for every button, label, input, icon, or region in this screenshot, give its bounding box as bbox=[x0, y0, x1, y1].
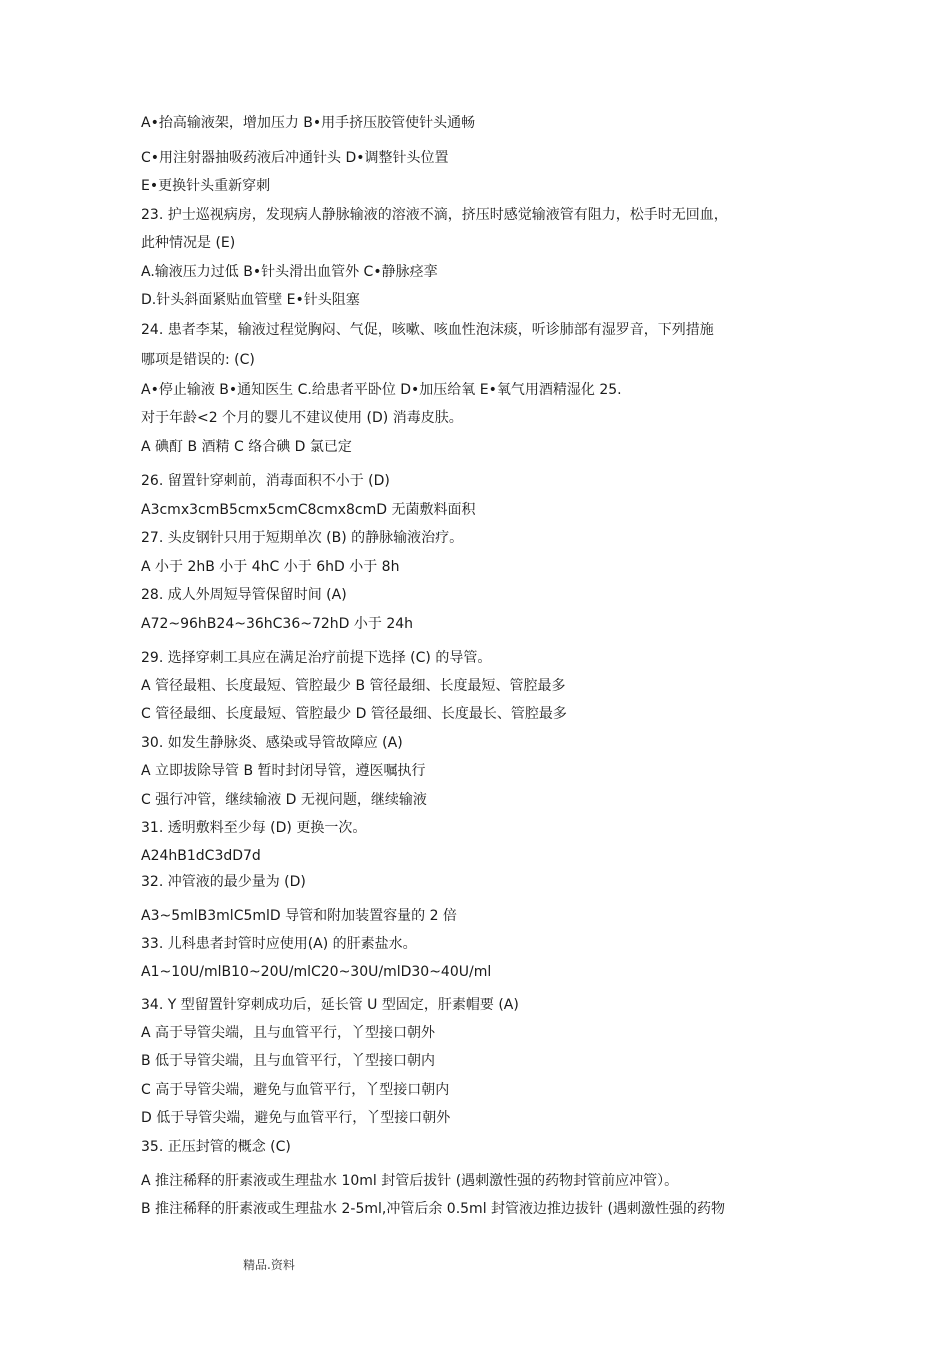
text-line: C 强行冲管，继续输液 D 无视问题，继续输液 bbox=[141, 792, 427, 808]
text-line: A3cmx3cmB5cmx5cmC8cmx8cmD 无菌敷料面积 bbox=[141, 502, 476, 518]
text-line: D 低于导管尖端，避免与血管平行，丫型接口朝外 bbox=[141, 1110, 451, 1126]
text-line: A1~10U/mlB10~20U/mlC20~30U/mlD30~40U/ml bbox=[141, 964, 492, 980]
text-line: A24hB1dC3dD7d bbox=[141, 848, 261, 864]
text-line: A72~96hB24~36hC36~72hD 小于 24h bbox=[141, 616, 414, 632]
text-line: D.针头斜面紧贴血管壁 E•针头阻塞 bbox=[141, 292, 360, 308]
question-35: 35. 正压封管的概念 (C) bbox=[141, 1139, 291, 1155]
text-line: A 碘酊 B 酒精 C 络合碘 D 氯已定 bbox=[141, 439, 352, 455]
text-line: A 管径最粗、长度最短、管腔最少 B 管径最细、长度最短、管腔最多 bbox=[141, 678, 566, 694]
question-26: 26. 留置针穿刺前，消毒面积不小于 (D) bbox=[141, 473, 390, 489]
text-line: A 小于 2hB 小于 4hC 小于 6hD 小于 8h bbox=[141, 559, 400, 575]
question-24: 24. 患者李某，输液过程觉胸闷、气促，咳嗽、咳血性泡沫痰，听诊肺部有湿罗音，下列措施 bbox=[141, 322, 714, 338]
text-line: 此种情况是 (E) bbox=[141, 235, 236, 251]
question-34: 34. Y 型留置针穿刺成功后，延长管 U 型固定，肝素帽要 (A) bbox=[141, 997, 519, 1013]
question-23: 23. 护士巡视病房，发现病人静脉输液的溶液不滴，挤压时感觉输液管有阻力，松手时无回血， bbox=[141, 207, 728, 223]
question-27: 27. 头皮钢针只用于短期单次 (B) 的静脉输液治疗。 bbox=[141, 530, 464, 546]
text-line: A 立即拔除导管 B 暂时封闭导管，遵医嘱执行 bbox=[141, 763, 426, 779]
question-32: 32. 冲管液的最少量为 (D) bbox=[141, 874, 306, 890]
text-line: A•停止输液 B•通知医生 C.给患者平卧位 D•加压给氧 E•氧气用酒精湿化 25. bbox=[141, 382, 622, 398]
question-29: 29. 选择穿刺工具应在满足治疗前提下选择 (C) 的导管。 bbox=[141, 650, 492, 666]
text-line: B 推注稀释的肝素液或生理盐水 2-5ml,冲管后余 0.5ml 封管液边推边拔针 (遇刺激性强的药物 bbox=[141, 1201, 725, 1217]
question-28: 28. 成人外周短导管保留时间 (A) bbox=[141, 587, 347, 603]
text-line: A.输液压力过低 B•针头滑出血管外 C•静脉痉挛 bbox=[141, 264, 438, 280]
text-line: A•抬高输液架，增加压力 B•用手挤压胶管使针头通畅 bbox=[141, 115, 476, 131]
text-line: A 高于导管尖端，且与血管平行，丫型接口朝外 bbox=[141, 1025, 436, 1041]
text-line: 哪项是错误的: (C) bbox=[141, 352, 255, 368]
text-line: B 低于导管尖端，且与血管平行，丫型接口朝内 bbox=[141, 1053, 436, 1069]
text-line: 对于年龄<2 个月的婴儿不建议使用 (D) 消毒皮肤。 bbox=[141, 410, 463, 426]
text-line: C 高于导管尖端，避免与血管平行，丫型接口朝内 bbox=[141, 1082, 450, 1098]
question-30: 30. 如发生静脉炎、感染或导管故障应 (A) bbox=[141, 735, 403, 751]
text-line: C 管径最细、长度最短、管腔最少 D 管径最细、长度最长、管腔最多 bbox=[141, 706, 567, 722]
text-line: E•更换针头重新穿刺 bbox=[141, 178, 271, 194]
question-31: 31. 透明敷料至少每 (D) 更换一次。 bbox=[141, 820, 367, 836]
text-line: A 推注稀释的肝素液或生理盐水 10ml 封管后拔针 (遇刺激性强的药物封管前应冲管）。 bbox=[141, 1173, 679, 1189]
question-33: 33. 儿科患者封管时应使用(A) 的肝素盐水。 bbox=[141, 936, 417, 952]
text-line: C•用注射器抽吸药液后冲通针头 D•调整针头位置 bbox=[141, 150, 449, 166]
text-line: A3~5mlB3mlC5mlD 导管和附加装置容量的 2 倍 bbox=[141, 908, 457, 924]
footer-note: 精品.资料 bbox=[243, 1258, 295, 1272]
